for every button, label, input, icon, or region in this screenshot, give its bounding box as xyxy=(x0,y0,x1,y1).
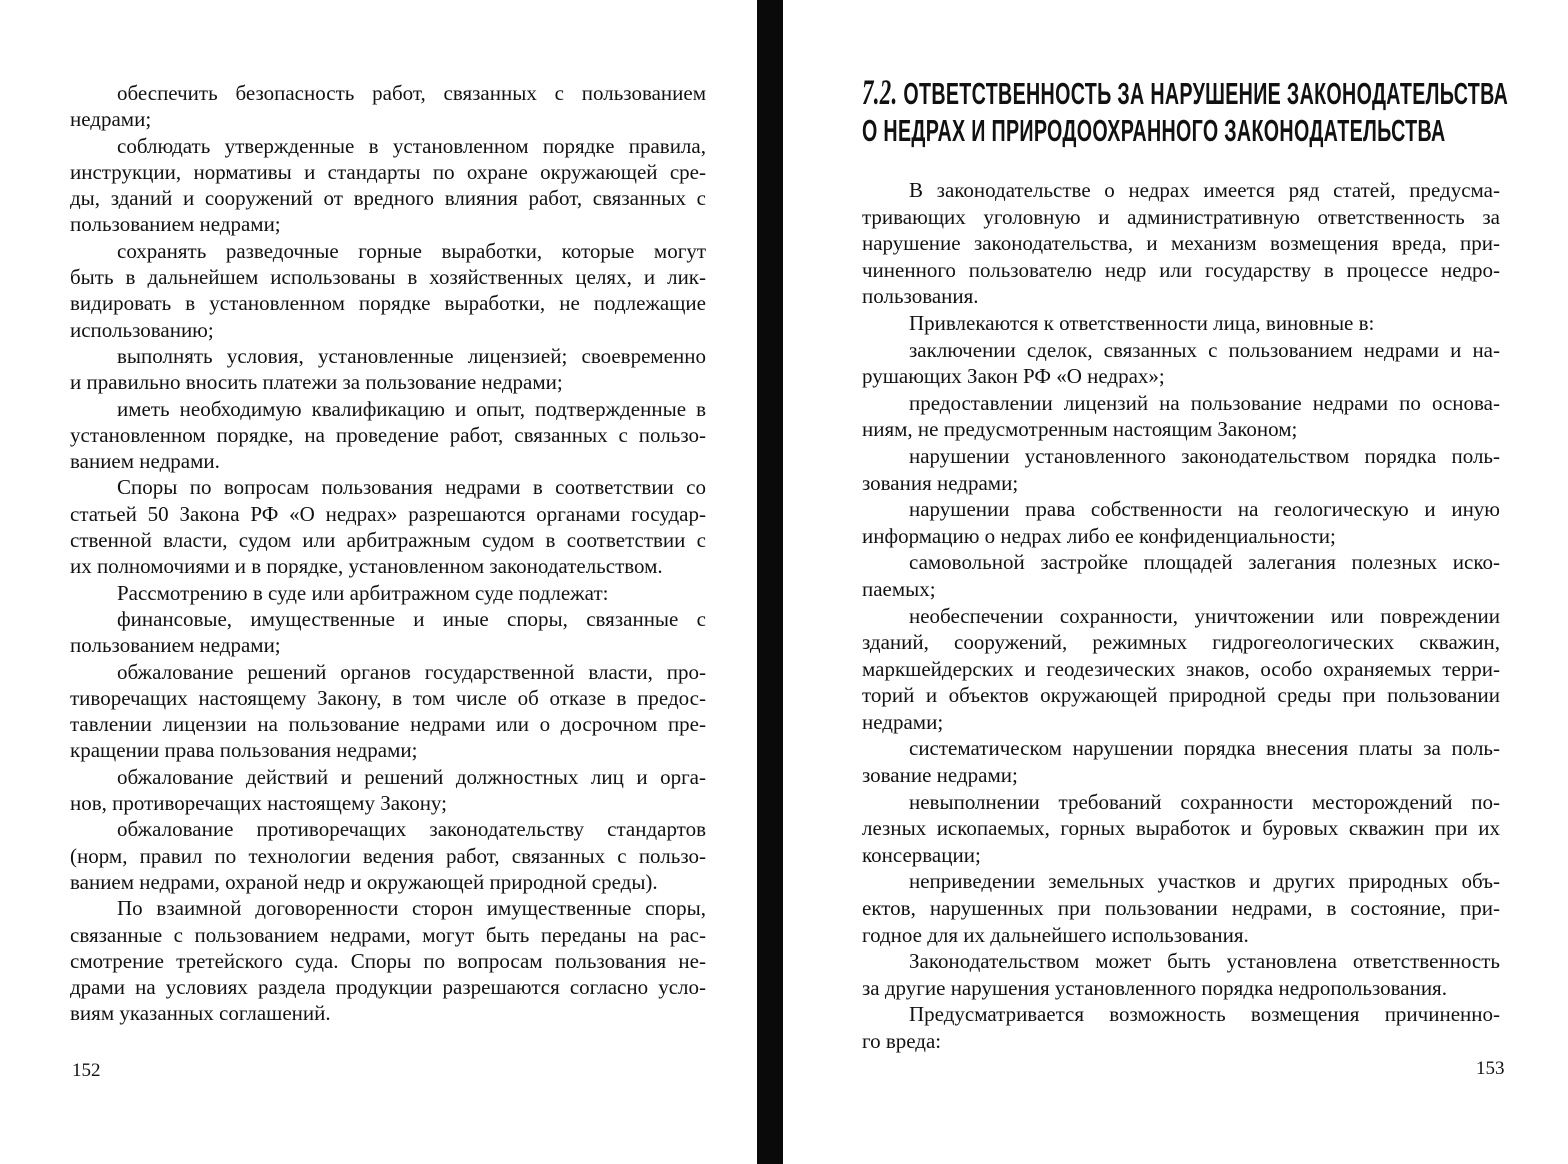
text-line: тиворечащих настоящему Закону, в том числе об отказе в предос- xyxy=(70,685,706,710)
text-line: ды, зданий и сооружений от вредного влияния работ, связанных с xyxy=(70,186,706,211)
text-line: быть в дальнейшем использованы в хозяйственных целях, и лик- xyxy=(70,265,706,290)
left-page-text xyxy=(70,80,706,1027)
text-line: заключении сделок, связанных с пользованием недрами и на- xyxy=(909,337,1500,362)
text-line: ванием недрами, охраной недр и окружающей природной среды). xyxy=(70,869,658,894)
paragraph xyxy=(70,895,706,1026)
book-spine xyxy=(757,0,783,1164)
paragraph xyxy=(862,603,1500,736)
text-line: ектов, нарушенных при пользовании недрами, в состояние, при- xyxy=(862,896,1500,921)
text-line: иметь необходимую квалификацию и опыт, подтвержденные в xyxy=(117,396,706,421)
text-line: использованию; xyxy=(70,317,214,342)
text-line: соблюдать утвержденные в установленном порядке правила, xyxy=(117,133,706,158)
text-line: нарушении установленного законодательством порядка поль- xyxy=(909,443,1500,468)
text-line: нарушение законодательства, и механизм возмещения вреда, при- xyxy=(862,231,1500,256)
text-line: нов, противоречащих настоящему Закону; xyxy=(70,791,447,816)
text-line: финансовые, имущественные и иные споры, связанные с xyxy=(117,606,706,631)
text-line: систематическом нарушении порядка внесения платы за поль- xyxy=(909,736,1500,761)
text-line: самовольной застройке площадей залегания полезных иско- xyxy=(909,550,1500,575)
text-line: Рассмотрению в суде или арбитражном суде подлежат: xyxy=(117,580,609,605)
paragraph xyxy=(862,443,1500,496)
text-line: зданий, сооружений, режимных гидрогеологических скважин, xyxy=(862,630,1500,655)
heading-line-2: О НЕДРАХ И ПРИРОДООХРАННОГО ЗАКОНОДАТЕЛЬСТВА xyxy=(862,113,1446,148)
text-line: консервации; xyxy=(862,842,981,867)
text-line: паемых; xyxy=(862,576,936,601)
text-line: видировать в установленном порядке выработки, не подлежащие xyxy=(70,291,706,316)
text-line: инструкции, нормативы и стандарты по охране окружающей сре- xyxy=(70,159,706,184)
text-line: необеспечении сохранности, уничтожении или повреждении xyxy=(909,603,1500,628)
text-line: рушающих Закон РФ «О недрах»; xyxy=(862,364,1165,389)
text-line: и правильно вносить платежи за пользование недрами; xyxy=(70,370,563,395)
text-line: тавлении лицензии на пользование недрами или о досрочном пре- xyxy=(70,712,706,737)
text-line: зования недрами; xyxy=(862,470,1019,495)
paragraph xyxy=(70,133,706,238)
text-line: статьей 50 Закона РФ «О недрах» разрешаются органами государ- xyxy=(70,501,706,526)
page-number-right: 153 xyxy=(1476,1058,1505,1079)
paragraph xyxy=(70,474,706,579)
paragraph xyxy=(862,390,1500,443)
paragraph xyxy=(862,310,1500,337)
text-line: В законодательстве о недрах имеется ряд статей, предусма- xyxy=(909,178,1500,202)
text-line: выполнять условия, установленные лицензией; своевременно xyxy=(117,343,706,368)
text-line: неприведении земельных участков и других природных объ- xyxy=(909,869,1500,894)
paragraph xyxy=(862,1001,1500,1054)
text-line: кращении права пользования недрами; xyxy=(70,738,418,763)
text-line: невыполнении требований сохранности месторождений по- xyxy=(909,789,1500,814)
text-line: обжалование противоречащих законодательству стандартов xyxy=(117,817,706,842)
text-line: го вреда: xyxy=(862,1029,942,1053)
text-line: обеспечить безопасность работ, связанных с пользованием xyxy=(117,81,706,105)
text-line: зование недрами; xyxy=(862,763,1018,788)
text-line: пользованием недрами; xyxy=(70,633,281,658)
text-line: маркшейдерских и геодезических знаков, особо охраняемых терри- xyxy=(862,656,1500,681)
paragraph xyxy=(70,606,706,659)
heading-line-1 xyxy=(862,72,1509,112)
text-line: годное для их дальнейшего использования. xyxy=(862,922,1249,947)
text-line: Законодательством может быть установлена ответственность xyxy=(909,949,1500,974)
text-line: Привлекаются к ответственности лица, виновные в: xyxy=(909,310,1375,335)
paragraph xyxy=(862,177,1500,310)
paragraph xyxy=(862,789,1500,869)
section-heading xyxy=(862,72,1509,149)
text-line: их полномочиями и в порядке, установленном законодательством. xyxy=(70,554,663,579)
section-number: 7.2. xyxy=(862,72,898,112)
paragraph xyxy=(70,80,706,133)
text-line: лезных ископаемых, горных выработок и буровых скважин при их xyxy=(862,816,1500,841)
text-line: Споры по вопросам пользования недрами в соответствии со xyxy=(117,475,706,500)
paragraph xyxy=(70,764,706,817)
text-line: драми на условиях раздела продукции разрешаются согласно усло- xyxy=(70,975,706,1000)
text-line: виям указанных соглашений. xyxy=(70,1001,331,1026)
heading-text-1: ОТВЕТСТВЕННОСТЬ ЗА НАРУШЕНИЕ ЗАКОНОДАТЕЛЬСТВА xyxy=(903,76,1509,111)
paragraph xyxy=(862,948,1500,1001)
text-line: пользования. xyxy=(862,284,979,309)
paragraph xyxy=(70,396,706,475)
paragraph xyxy=(70,343,706,396)
text-line: связанные с пользованием недрами, могут быть переданы на рас- xyxy=(70,922,706,947)
text-line: недрами; xyxy=(862,709,944,734)
text-line: чиненного пользователю недр или государству в процессе недро- xyxy=(862,257,1500,282)
paragraph xyxy=(70,659,706,764)
text-line: Предусматривается возможность возмещения причиненно- xyxy=(909,1002,1500,1027)
paragraph xyxy=(70,238,706,343)
text-line: тривающих уголовную и административную ответственность за xyxy=(862,204,1500,229)
text-line: сохранять разведочные горные выработки, которые могут xyxy=(117,238,706,263)
paragraph xyxy=(862,337,1500,390)
text-line: (норм, правил по технологии ведения работ, связанных с пользо- xyxy=(70,843,706,868)
paragraph xyxy=(70,816,706,895)
paragraph xyxy=(862,868,1500,948)
text-line: обжалование действий и решений должностных лиц и орга- xyxy=(117,764,706,789)
text-line: недрами; xyxy=(70,107,152,132)
text-line: торий и объектов окружающей природной среды при пользовании xyxy=(862,683,1500,708)
text-line: обжалование решений органов государственной власти, про- xyxy=(117,659,706,684)
text-line: ванием недрами. xyxy=(70,449,220,474)
text-line: По взаимной договоренности сторон имущественные споры, xyxy=(117,896,706,921)
paragraph xyxy=(862,735,1500,788)
text-line: установленном порядке, на проведение работ, связанных с пользо- xyxy=(70,422,706,447)
text-line: за другие нарушения установленного порядка недропользования. xyxy=(862,975,1447,1000)
paragraph xyxy=(862,496,1500,549)
paragraph xyxy=(70,580,706,606)
text-line: нарушении права собственности на геологическую и иную xyxy=(909,497,1500,522)
page-number-left: 152 xyxy=(72,1060,101,1081)
text-line: пользованием недрами; xyxy=(70,212,281,237)
right-page-text xyxy=(862,177,1500,1055)
text-line: предоставлении лицензий на пользование недрами по основа- xyxy=(909,390,1500,415)
text-line: смотрение третейского суда. Споры по вопросам пользования не- xyxy=(70,948,706,973)
paragraph xyxy=(862,549,1500,602)
text-line: ственной власти, судом или арбитражным судом в соответствии с xyxy=(70,528,706,553)
text-line: ниям, не предусмотренным настоящим Законом; xyxy=(862,417,1298,442)
text-line: информацию о недрах либо ее конфиденциальности; xyxy=(862,523,1336,548)
